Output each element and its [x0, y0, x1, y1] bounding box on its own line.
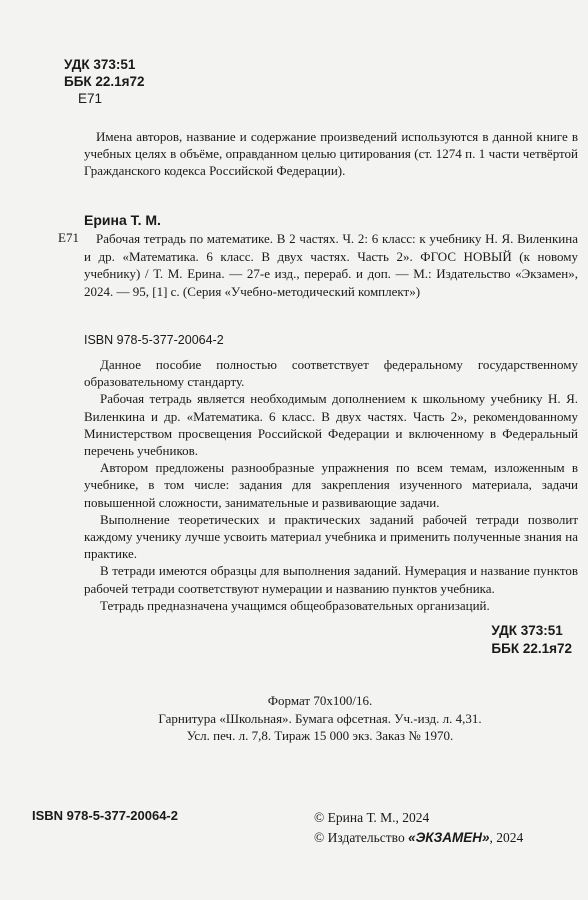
annotation-paragraph: Тетрадь предназначена учащимся общеобразовательных организаций. [100, 597, 490, 613]
udk-code: УДК 373:51 [64, 57, 136, 72]
print-run: Усл. печ. л. 7,8. Тираж 15 000 экз. Заказ № 1970. [186, 728, 454, 743]
bibliographic-record: Рабочая тетрадь по математике. В 2 частях. Ч. 2: 6 класс: к учебнику Н. Я. Виленкина и др. «Математика. 6 класс. В двух частях. Часть 2». ФГОС НОВЫЙ (к новому учебнику) / Т. М. Ерина. — 27-е изд., перераб. и доп. — М.: Издательство «Экзамен», 2024. — 95, [1] с. (Серия «Учебно-методический комплект») [84, 231, 578, 299]
annotation-paragraph: В тетради имеются образцы для выполнения заданий. Нумерация и название пунктов рабочей тетради соответствуют нумерации и названию пунктов учебника. [84, 563, 578, 596]
show-through-decoration [170, 60, 175, 80]
print-details [110, 692, 530, 745]
classification-codes-bottom [491, 622, 572, 658]
copyright-publisher: © Издательство «ЭКЗАМЕН», 2024 [314, 830, 524, 845]
isbn-top: ISBN 978-5-377-20064-2 [84, 333, 224, 347]
bbk-code: ББК 22.1я72 [64, 74, 145, 89]
copyright-block [314, 808, 523, 848]
copyright-notice: Имена авторов, название и содержание произведений используются в данной книге в учебных целях в объёме, оправданном целью цитирования (ст. 1274 п. 1 части четвёртой Гражданского кодекса Российской Федерации). [84, 129, 578, 178]
annotation-paragraph: Данное пособие полностью соответствует федеральному государственному образовательному стандарту. [84, 357, 578, 390]
author-name: Ерина Т. М. [84, 212, 161, 228]
classification-codes [64, 56, 145, 107]
annotation [84, 356, 578, 614]
udk-code-bottom: УДК 373:51 [491, 623, 563, 638]
isbn-bottom: ISBN 978-5-377-20064-2 [32, 808, 178, 823]
annotation-paragraph: Автором предложены разнообразные упражнения по всем темам, изложенным в учебнике, в том числе: задания для закрепления изученного материала, задачи повышенной сложности, занимательные и развивающие задачи. [84, 460, 578, 510]
publisher-brand: «ЭКЗАМЕН» [408, 830, 490, 845]
copyright-author: © Ерина Т. М., 2024 [314, 810, 430, 825]
annotation-paragraph: Рабочая тетрадь является необходимым дополнением к школьному учебнику Н. Я. Виленкина и др. «Математика. 6 класс. В двух частях. Часть 2», рекомендованному Министерством просвещения Российской Федерации и включенному в Федеральный перечень учебников. [84, 391, 578, 459]
bib-index-label: Е71 [58, 230, 79, 245]
print-format: Формат 70x100/16. [267, 693, 373, 708]
bbk-code-bottom: ББК 22.1я72 [491, 641, 572, 656]
author-index: Е71 [78, 91, 103, 106]
print-paper: Гарнитура «Школьная». Бумага офсетная. Уч.-изд. л. 4,31. [158, 710, 482, 726]
annotation-paragraph: Выполнение теоретических и практических заданий рабочей тетради позволит каждому ученику лучше усвоить материал учебника и применить полученные знания на практике. [84, 511, 578, 562]
